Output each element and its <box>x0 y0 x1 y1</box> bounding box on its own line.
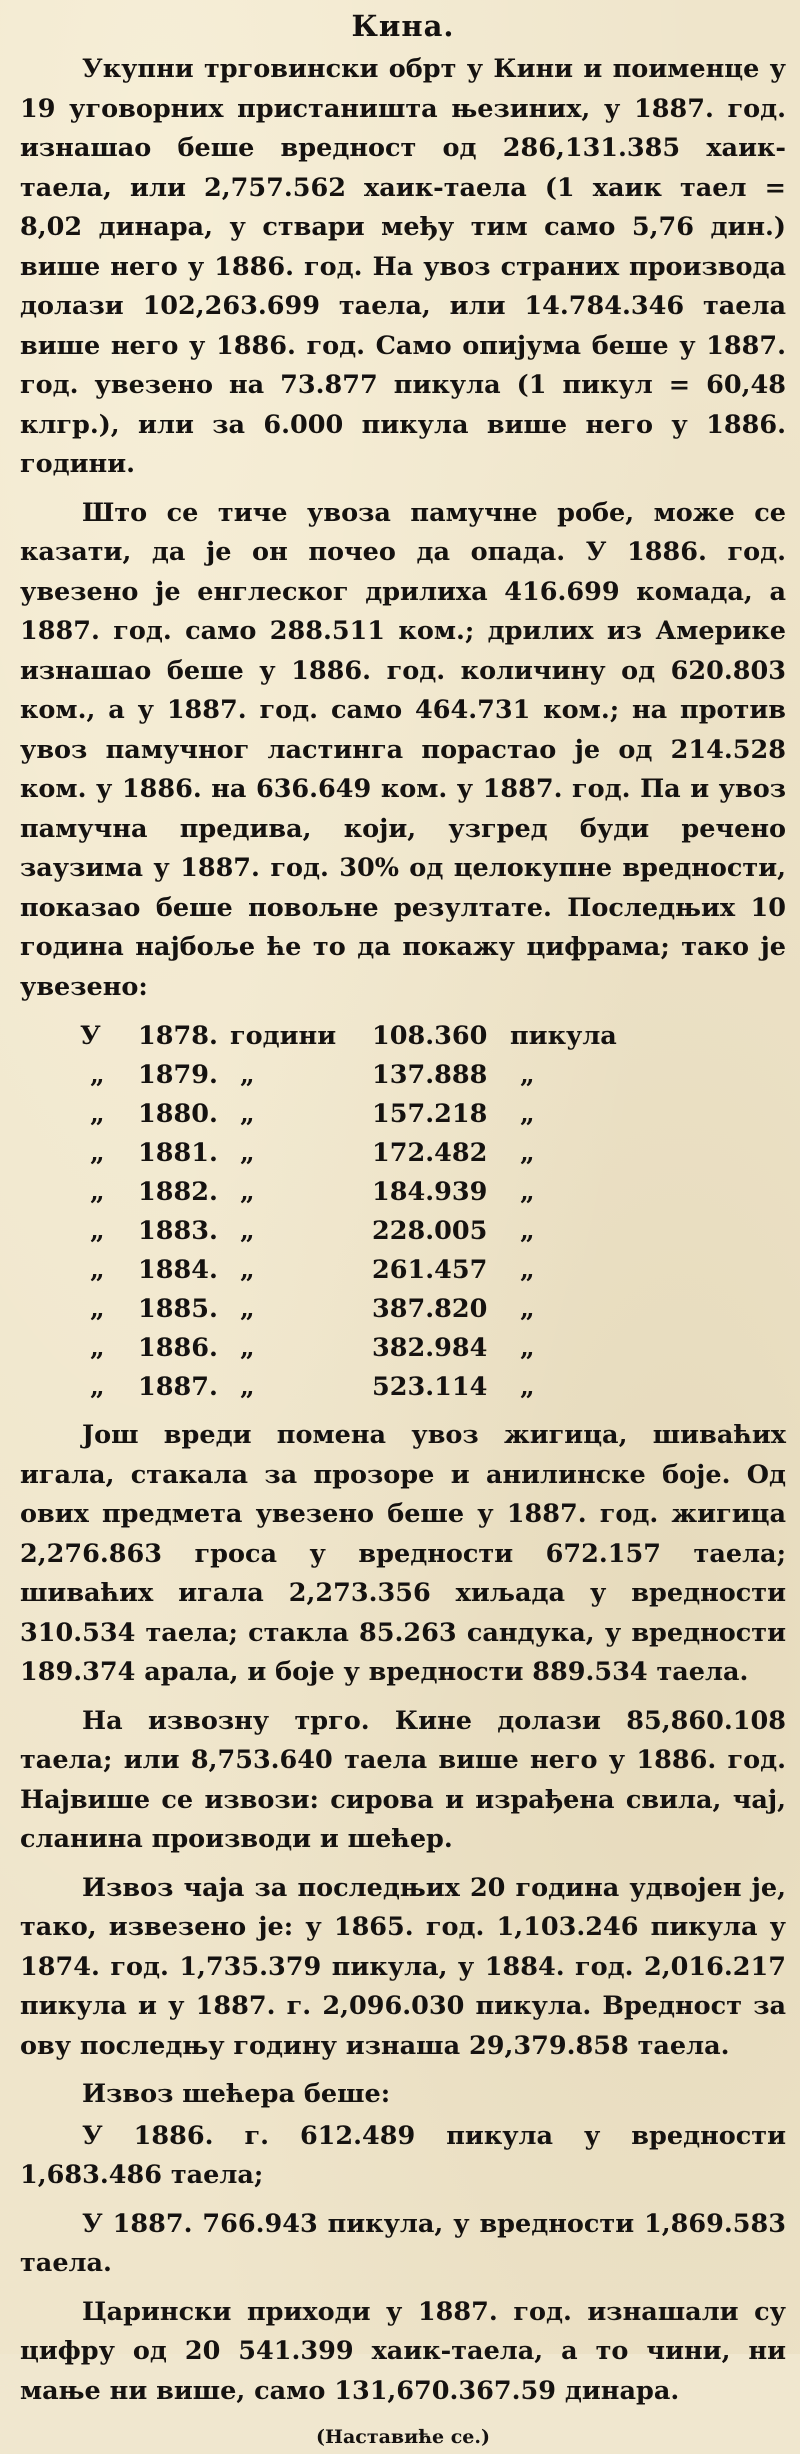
ditto-mark: „ <box>240 1215 255 1246</box>
ditto-mark: „ <box>520 1293 535 1324</box>
ditto-mark: „ <box>240 1059 255 1090</box>
row-prefix: У <box>80 1020 101 1051</box>
table-row <box>80 1250 630 1289</box>
ditto-mark: „ <box>90 1215 105 1246</box>
ditto-mark: „ <box>90 1254 105 1285</box>
ditto-mark: „ <box>240 1293 255 1324</box>
row-year: 1886. <box>138 1332 218 1363</box>
row-year: 1878. <box>138 1020 218 1051</box>
row-value: 172.482 <box>372 1137 488 1168</box>
row-year: 1879. <box>138 1059 218 1090</box>
ditto-mark: „ <box>520 1176 535 1207</box>
paragraph-trade-turnover: Укупни трговински обрт у Кини и поименце у 19 уговорних пристаништа њезиних, у 1887. год. изнашао беше вредност од 286,131.385 хаик-таела, или 2,757.562 хаик-таела (1 хаик таел = 8,02 динара, у ствари међу тим само 5,76 дин.) више него у 1886. год. На увоз страних производа долази 102,263.699 таела, или 14.784.346 таела више него у 1886. год. Само опијума беше у 1887. год. увезено на 73.877 пикула (1 пикул = 60,48 клгр.), или за 6.000 пикула више него у 1886. години. <box>20 54 786 479</box>
table-row <box>80 1328 630 1367</box>
row-value: 382.984 <box>372 1332 488 1363</box>
row-value: 523.114 <box>372 1371 488 1402</box>
table-row <box>80 1016 630 1055</box>
ditto-mark: „ <box>90 1098 105 1129</box>
paragraph-customs-revenue: Царински приходи у 1887. год. изнашали су цифру од 20 541.399 хаик-таела, а то чини, ни мање ни више, само 131,670.367.59 динара. <box>20 2296 786 2406</box>
paragraph-cotton-imports: Што се тиче увоза памучне робе, може се казати, да је он почео да опада. У 1886. год. увезено је енглеског дрилиха 416.699 комада, а 1887. год. само 288.511 ком.; дрилих из Америке изнашао беше у 1886. год. количину од 620.803 ком., а у 1887. год. само 464.731 ком.; на против увоз памучног ластинга порастао је од 214.528 ком. у 1886. на 636.649 ком. у 1887. год. Па и увоз памучна предива, који, узгред буди речено заузима у 1887. год. 30% од целокупне вредности, показао беше повољне резултате. Последњих 10 година најбоље ће то да покажу цифрама; тако је увезено: <box>20 497 786 1002</box>
row-year: 1880. <box>138 1098 218 1129</box>
row-unit: пикула <box>510 1020 617 1051</box>
article-title: Кина. <box>351 9 455 43</box>
paragraph-exports: На извозну трго. Кине долази 85,860.108 таела; или 8,753.640 таела више него у 1886. год. Највише се извози: сирова и израђена свила, чај, сланина производи и шећер. <box>20 1705 786 1854</box>
table-row <box>80 1133 630 1172</box>
row-year: 1882. <box>138 1176 218 1207</box>
ditto-mark: „ <box>90 1137 105 1168</box>
ditto-mark: „ <box>520 1059 535 1090</box>
row-value: 137.888 <box>372 1059 488 1090</box>
ditto-mark: „ <box>240 1332 255 1363</box>
row-year: 1885. <box>138 1293 218 1324</box>
row-year: 1881. <box>138 1137 218 1168</box>
table-row <box>80 1055 630 1094</box>
paragraph-other-imports: Још вреди помена увоз жигица, шиваћих игала, стакала за прозоре и анилинске боје. Од ових предмета увезено беше у 1887. год. жигица 2,276.863 гроса у вредности 672.157 таела; шиваћих игала 2,273.356 хиљада у вредности 310.534 таела; стакла 85.263 сандука, у вредности 189.374 арала, и боје у вредности 889.534 таела. <box>20 1420 786 1687</box>
ditto-mark: „ <box>520 1332 535 1363</box>
paragraph-tea-exports: Извоз чаја за последњих 20 година удвојен је, тако, извезено је: у 1865. год. 1,103.246 пикула у 1874. год. 1,735.379 пикула, у 1884. год. 2,016.217 пикула и у 1887. г. 2,096.030 пикула. Вредност за ову последњу годину изнаша 29,379.858 таела. <box>20 1872 786 2061</box>
ditto-mark: „ <box>90 1059 105 1090</box>
row-value: 387.820 <box>372 1293 488 1324</box>
row-word: години <box>230 1020 337 1051</box>
table-row <box>80 1211 630 1250</box>
table-row <box>80 1367 630 1406</box>
row-value: 184.939 <box>372 1176 488 1207</box>
cotton-yarn-imports-table <box>80 1016 630 1406</box>
sugar-1886: У 1886. г. 612.489 пикула у вредности 1,683.486 таела; <box>20 2120 786 2190</box>
table-row <box>80 1289 630 1328</box>
ditto-mark: „ <box>520 1371 535 1402</box>
ditto-mark: „ <box>240 1137 255 1168</box>
ditto-mark: „ <box>240 1254 255 1285</box>
ditto-mark: „ <box>90 1371 105 1402</box>
ditto-mark: „ <box>90 1332 105 1363</box>
to-be-continued: (Наставиће се.) <box>316 2426 490 2448</box>
sugar-intro: Извоз шећера беше: <box>82 2079 391 2109</box>
row-year: 1883. <box>138 1215 218 1246</box>
row-value: 108.360 <box>372 1020 488 1051</box>
imports-table-body <box>80 1016 630 1406</box>
row-value: 228.005 <box>372 1215 488 1246</box>
ditto-mark: „ <box>240 1098 255 1129</box>
sugar-1887: У 1887. 766.943 пикула, у вредности 1,869.583 таела. <box>20 2208 786 2278</box>
ditto-mark: „ <box>90 1293 105 1324</box>
row-value: 261.457 <box>372 1254 488 1285</box>
ditto-mark: „ <box>520 1254 535 1285</box>
row-value: 157.218 <box>372 1098 488 1129</box>
ditto-mark: „ <box>240 1371 255 1402</box>
ditto-mark: „ <box>90 1176 105 1207</box>
ditto-mark: „ <box>520 1215 535 1246</box>
row-year: 1884. <box>138 1254 218 1285</box>
table-row <box>80 1094 630 1133</box>
table-row <box>80 1172 630 1211</box>
ditto-mark: „ <box>520 1137 535 1168</box>
row-year: 1887. <box>138 1371 218 1402</box>
ditto-mark: „ <box>240 1176 255 1207</box>
ditto-mark: „ <box>520 1098 535 1129</box>
